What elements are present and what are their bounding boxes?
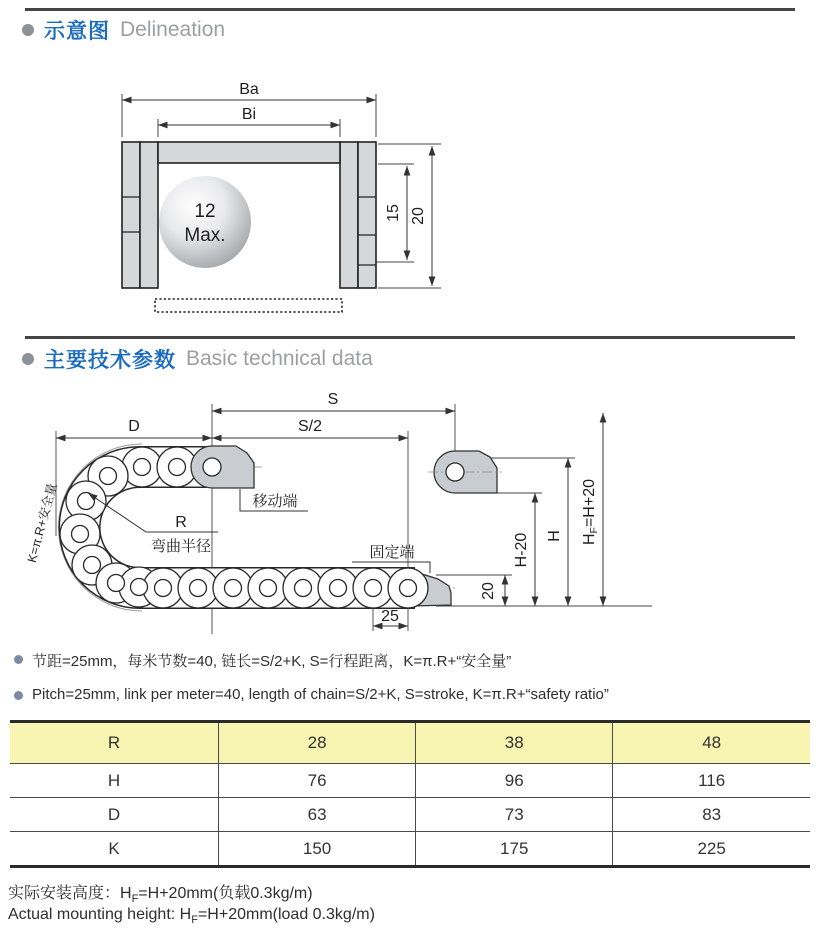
table-cell: 225	[613, 832, 810, 867]
dim-label-s-half: S/2	[297, 418, 323, 435]
footer-text: 实际安装高度：H	[8, 885, 132, 902]
bullet-icon	[22, 24, 34, 36]
dim-ba	[122, 81, 376, 100]
table-cell: 73	[416, 798, 613, 832]
moving-end-callout	[240, 489, 308, 511]
dim-label-25: 25	[381, 608, 399, 625]
dim-label-ba: Ba	[239, 81, 259, 98]
table-row	[10, 764, 810, 798]
footer-sub: F	[131, 893, 139, 906]
dim-25	[373, 608, 408, 626]
spec-table	[10, 720, 810, 868]
dim-bi	[158, 106, 340, 125]
k-formula-label: K=π.R+安全量	[24, 481, 60, 565]
cross-section-diagram	[0, 60, 820, 332]
dim-label-h: H	[546, 530, 563, 542]
section-header-delineation	[22, 15, 225, 45]
dim-label-r: R	[175, 514, 187, 531]
section-title-zh: 主要技术参数	[44, 349, 176, 372]
table-cell: 83	[613, 798, 810, 832]
dim-label-15: 15	[385, 204, 402, 222]
bend-radius-label: 弯曲半径	[150, 538, 212, 555]
dim-h	[546, 458, 568, 606]
dim-20	[410, 146, 432, 286]
dim-label-s: S	[327, 391, 339, 408]
dim-label-h20: H-20	[513, 532, 530, 568]
bullet-icon	[14, 691, 23, 700]
table-cell: H	[10, 764, 219, 798]
footer-text: =H+20mm(负载0.3kg/m)	[138, 885, 313, 902]
table-row	[10, 832, 810, 867]
table-cell: 28	[219, 722, 416, 764]
footer-en	[8, 906, 375, 926]
dim-label-bi: Bi	[241, 106, 257, 123]
footer-text: Actual mounting height: H	[8, 906, 192, 923]
fixed-end-label: 固定端	[369, 544, 415, 561]
table-cell: 48	[613, 722, 810, 764]
footer-sub: F	[191, 914, 198, 927]
table-cell: K	[108, 838, 120, 858]
note-text: 节距=25mm，每米节数=40, 链长=S/2+K, S=行程距离，K=π.R+“安全量”	[32, 653, 512, 670]
moving-end-label: 移动端	[252, 493, 298, 510]
mount-bracket	[428, 451, 502, 493]
section-header-technical	[22, 344, 373, 374]
dim-label-hf: HF=H+20	[581, 478, 600, 546]
table-cell: 76	[219, 764, 416, 798]
dim-hf	[581, 413, 603, 606]
bullet-icon	[22, 353, 34, 365]
section-title-en: Basic technical data	[186, 347, 373, 370]
dim-d	[56, 418, 212, 438]
note-text: Pitch=25mm, link per meter=40, length of chain=S/2+K, S=stroke, K=π.R+“safety ratio”	[32, 686, 609, 703]
dashed-base-rect	[155, 299, 342, 312]
crossbar	[158, 142, 340, 163]
section-divider-top	[25, 8, 795, 11]
ball-max-label: Max.	[184, 225, 226, 246]
section-title-en: Delineation	[120, 18, 226, 41]
note-pitch-en	[14, 686, 804, 703]
dim-s	[212, 391, 455, 411]
ball-diameter-label: 12	[194, 201, 216, 222]
dim-s-half	[212, 418, 408, 438]
table-cell: R	[10, 722, 219, 764]
drag-chain-diagram	[0, 385, 820, 640]
table-cell: 96	[416, 764, 613, 798]
dim-15	[385, 166, 407, 260]
dim-label-20: 20	[480, 582, 497, 600]
section-divider-mid	[25, 336, 795, 339]
table-header-row	[10, 722, 810, 764]
table-cell: 116	[613, 764, 810, 798]
dim-label-d: D	[128, 418, 140, 435]
table-cell: 175	[416, 832, 613, 867]
note-pitch-zh	[14, 650, 804, 671]
footer-zh	[8, 880, 313, 905]
extension-lines	[122, 94, 441, 288]
dim-label-20: 20	[410, 207, 427, 225]
cable-ball	[159, 176, 251, 268]
moving-end-bracket	[191, 446, 254, 488]
table-cell: 63	[219, 798, 416, 832]
table-cell: 38	[416, 722, 613, 764]
section-title-zh: 示意图	[44, 20, 110, 43]
footer-text: =H+20mm(load 0.3kg/m)	[197, 906, 375, 923]
bullet-icon	[14, 655, 23, 664]
table-row	[10, 798, 810, 832]
table-cell: 150	[219, 832, 416, 867]
table-cell: D	[10, 798, 219, 832]
dim-20	[480, 575, 505, 606]
dim-h20	[513, 493, 535, 606]
